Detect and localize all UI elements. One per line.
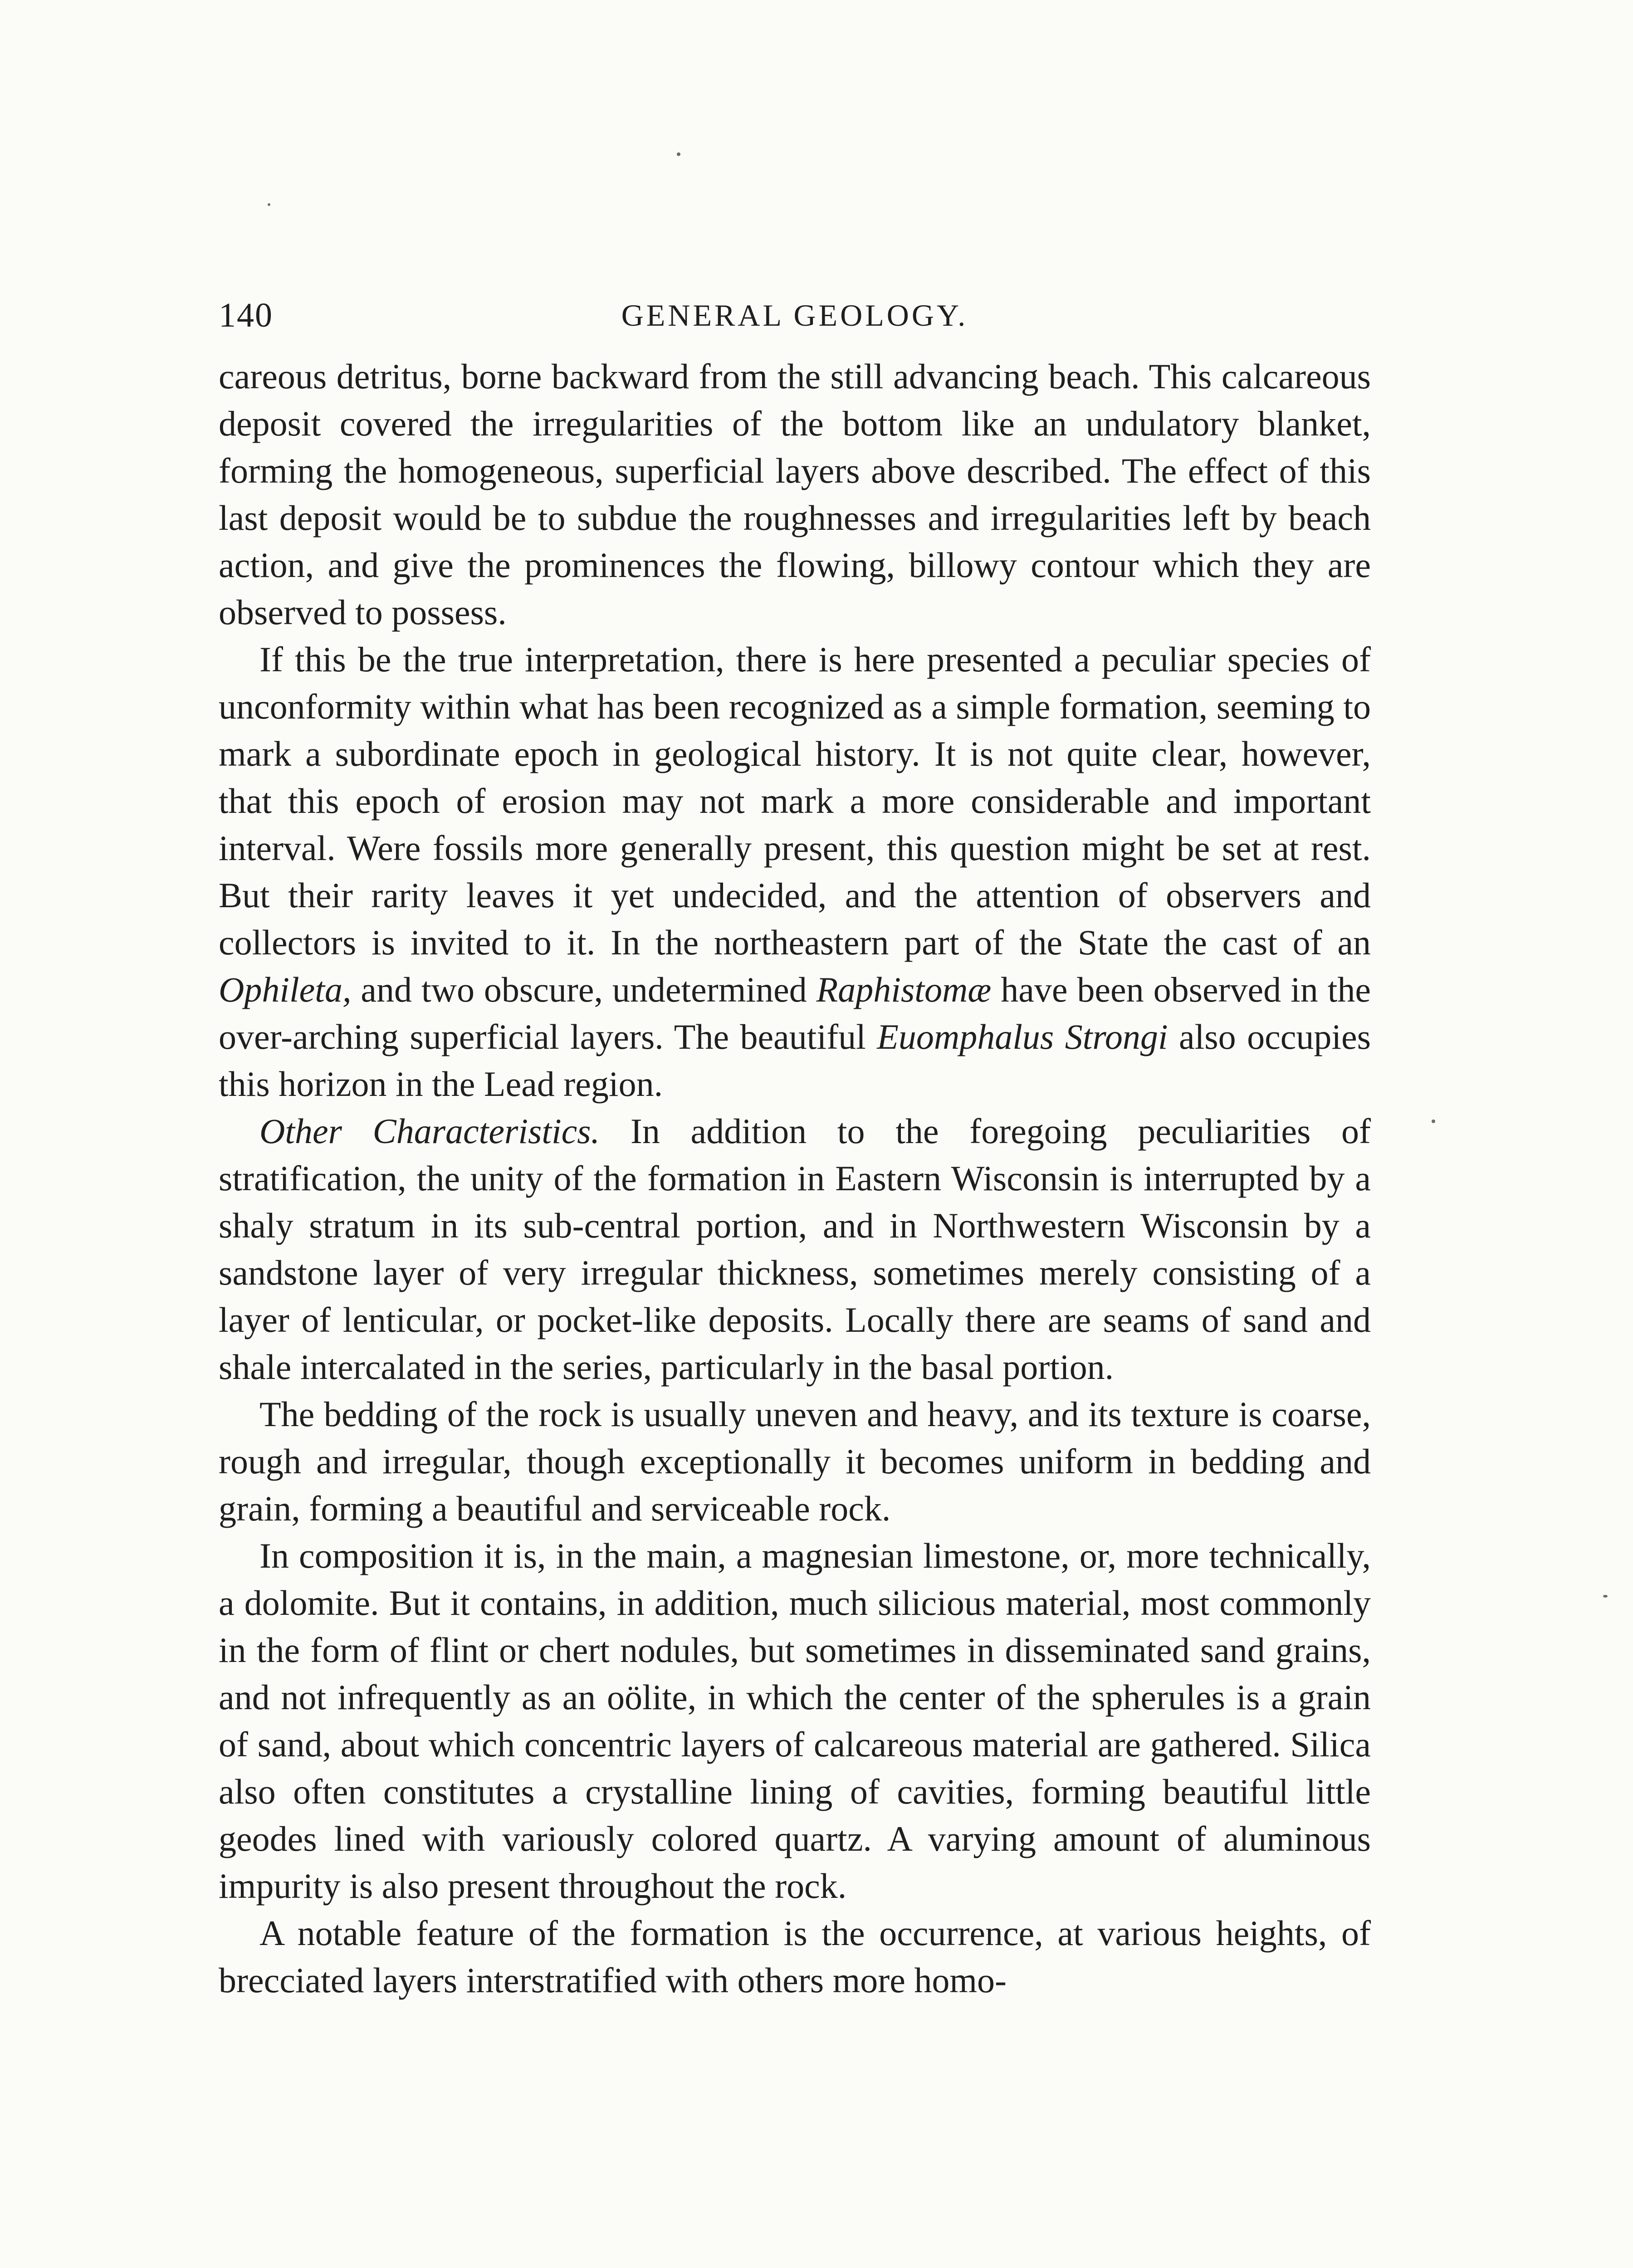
paper-speck: [1432, 1119, 1435, 1123]
paragraph-2-text-d: also occupies this horizon in the Lead region.: [219, 1017, 1371, 1104]
paragraph-1-text: careous detritus, borne backward from the still advancing beach. This calcareous deposit covered the irregularities of the bottom like an undulatory blanket, forming the homogeneous, superficial layers above described. The effect of this last deposit would be to subdue the roughnesses and irregularities left by beach action, and give the prominences the flowing, billowy contour which they are observed to possess.: [219, 357, 1371, 632]
paragraph-2-text-c: have been observed in the over-arching superficial layers. The beautiful: [219, 970, 1371, 1056]
paper-speck: [1603, 1595, 1608, 1598]
taxon-ophileta: Ophileta,: [219, 970, 352, 1009]
paragraph-4-text: The bedding of the rock is usually uneven and heavy, and its texture is coarse, rough and irregular, though exceptionally it becomes uniform in bedding and grain, forming a beautiful and serviceable rock.: [219, 1394, 1371, 1528]
taxon-raphistomae: Raphistomæ: [816, 970, 992, 1009]
running-head: GENERAL GEOLOGY.: [621, 298, 968, 332]
paragraph-6: [219, 1910, 1371, 2004]
taxon-euomphalus: Euomphalus Strongi: [877, 1017, 1168, 1056]
paragraph-3: [219, 1108, 1371, 1391]
paragraph-3-text: In addition to the foregoing peculiarities of stratification, the unity of the formation in Eastern Wisconsin is interrupted by a shaly stratum in its sub-central portion, and in Northwestern Wisconsin by a sandstone layer of very irregular thickness, sometimes merely consisting of a layer of lenticular, or pocket-like deposits. Locally there are seams of sand and shale intercalated in the series, particularly in the basal portion.: [219, 1111, 1371, 1387]
paper-speck: [677, 152, 680, 156]
paragraph-2: [219, 636, 1371, 1108]
paragraph-4: [219, 1391, 1371, 1532]
paper-speck: [268, 203, 270, 206]
paragraph-2-text-a: If this be the true interpretation, there is here presented a peculiar species of unconformity within what has been recognized as a simple formation, seeming to mark a subordinate epoch in geological history. It is not quite clear, however, that this epoch of erosion may not mark a more considerable and important interval. Were fossils more generally present, this question might be set at rest. But their rarity leaves it yet undecided, and the attention of observers and collectors is invited to it. In the northeastern part of the State the cast of an: [219, 640, 1371, 962]
paragraph-2-text-b: and two obscure, undetermined: [351, 970, 816, 1009]
page-number: 140: [219, 296, 273, 334]
page-header: [219, 290, 1371, 340]
paragraph-1: [219, 353, 1371, 636]
paragraph-5: [219, 1532, 1371, 1910]
body-text: [219, 353, 1371, 2004]
paragraph-5-text: In composition it is, in the main, a magnesian limestone, or, more technically, a dolomite. But it contains, in addition, much silicious material, most commonly in the form of flint or chert nodules, but sometimes in disseminated sand grains, and not infrequently as an oölite, in which the center of the spherules is a grain of sand, about which concentric layers of calcareous material are gathered. Silica also often constitutes a crystalline lining of cavities, forming beautiful little geodes lined with variously colored quartz. A varying amount of aluminous impurity is also present throughout the rock.: [219, 1536, 1371, 1906]
section-lead-other-characteristics: Other Characteristics.: [259, 1111, 600, 1151]
paragraph-6-text: A notable feature of the formation is the occurrence, at various heights, of brecciated layers interstratified with others more homo-: [219, 1913, 1371, 2000]
